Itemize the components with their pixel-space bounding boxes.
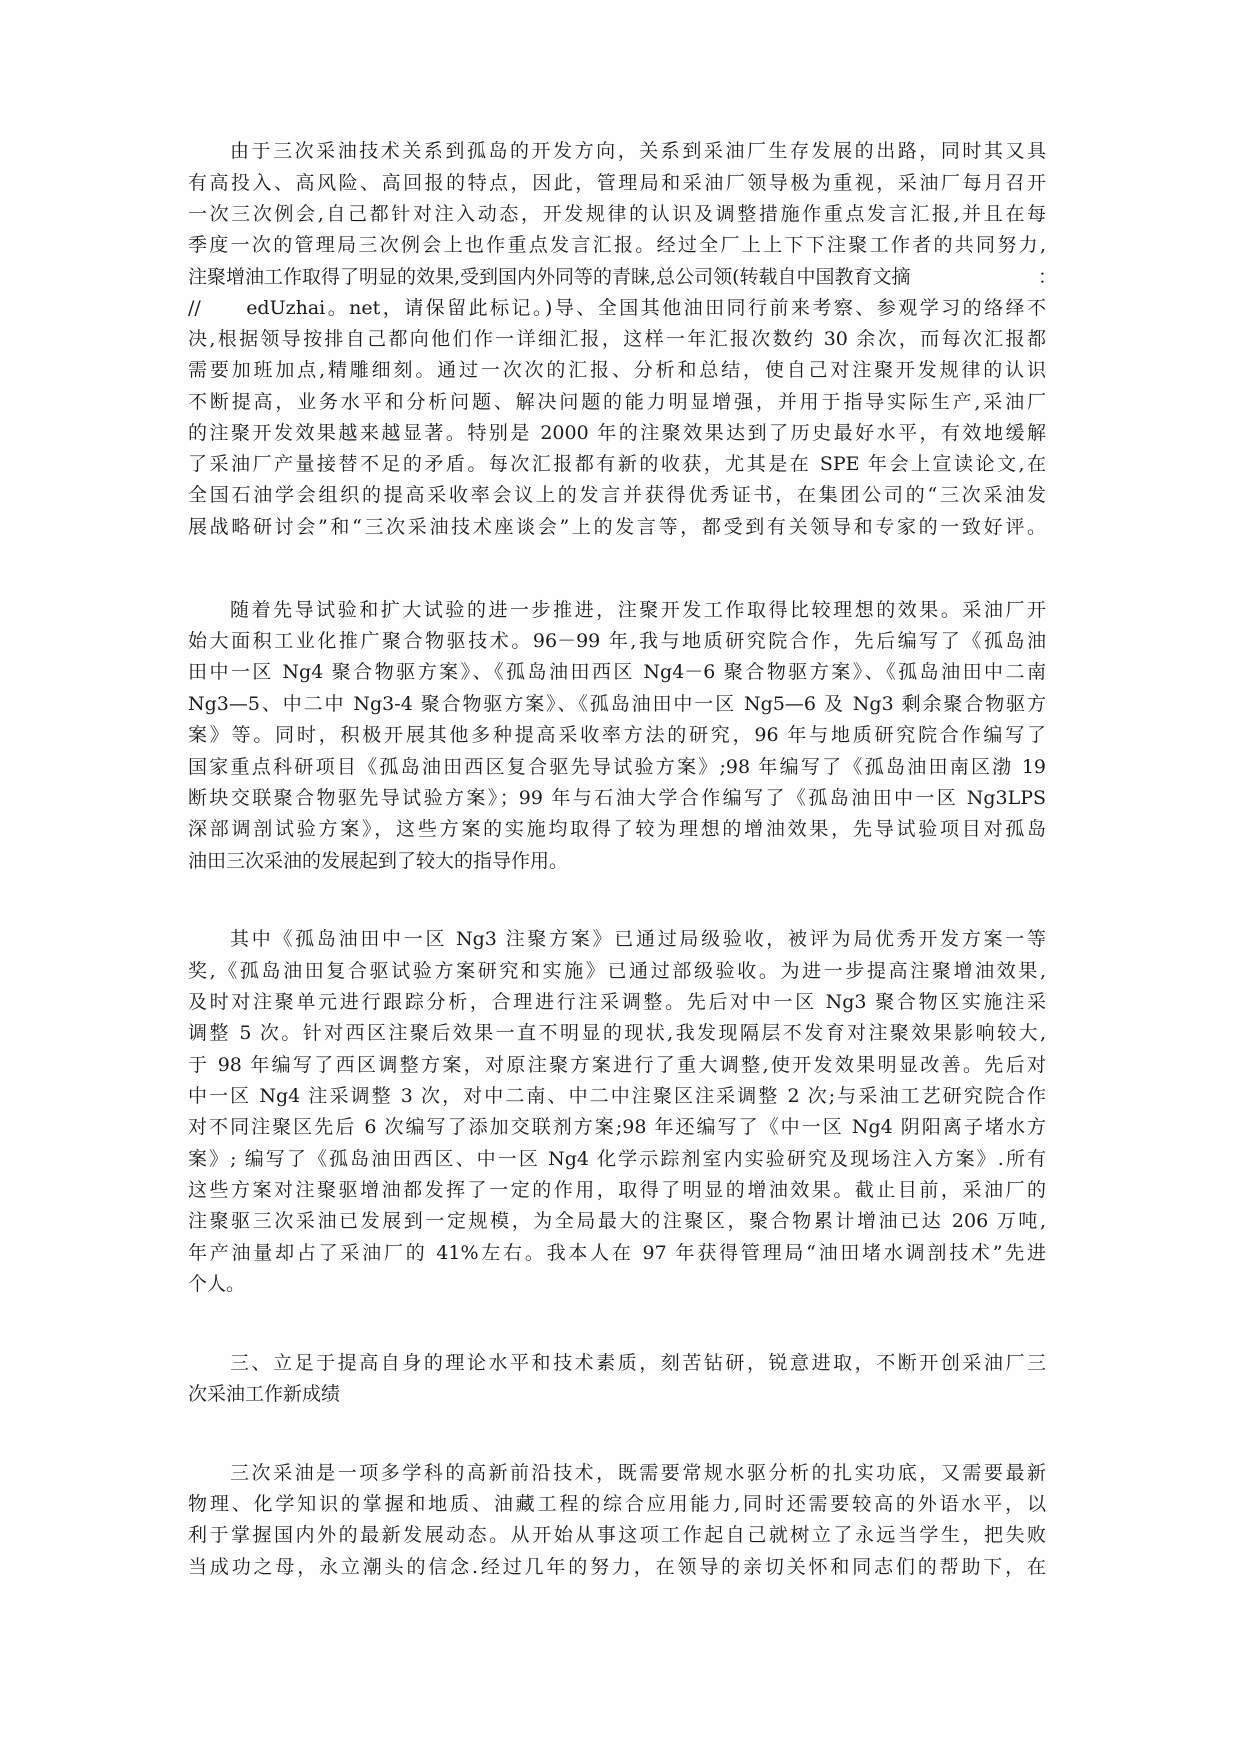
stray-mark: ： (1038, 266, 1058, 288)
text-line: 年产油量却占了采油厂的 41%左右。我本人在 97 年获得管理局“油田堵水调剖技术”先进 (188, 1242, 1046, 1264)
text-line: 季度一次的管理局三次例会上也作重点发言汇报。经过全厂上上下下注聚工作者的共同努力, (188, 234, 1046, 256)
text-line: 于 98 年编写了西区调整方案，对原注聚方案进行了重大调整,使开发效果明显改善。先后对 (188, 1054, 1046, 1076)
text-line: 需要加班加点,精雕细刻。通过一次次的汇报、分析和总结，使自己对注聚开发规律的认识 (188, 359, 1046, 381)
text-line: 决,根据领导按排自己都向他们作一详细汇报，这样一年汇报次数约 30 余次，而每次汇报都 (188, 328, 1046, 350)
text-line: 利于掌握国内外的最新发展动态。从开始从事这项工作起自己就树立了永远当学生，把失败 (188, 1524, 1046, 1546)
text-line: 油田三次采油的发展起到了较大的指导作用。 (188, 850, 569, 872)
text-line: 全国石油学会组织的提高采收率会议上的发言并获得优秀证书，在集团公司的“三次采油发 (188, 484, 1046, 506)
text-line: 展战略研讨会”和“三次采油技术座谈会”上的发言等，都受到有关领导和专家的一致好评。 (188, 516, 1046, 538)
text-line: 当成功之母，永立潮头的信念.经过几年的努力，在领导的亲切关怀和同志们的帮助下，在 (188, 1556, 1046, 1578)
text-line: 中一区 Ng4 注采调整 3 次，对中二南、中二中注聚区注采调整 2 次;与采油工艺研究院合作 (188, 1085, 1046, 1107)
heading-line: 三、立足于提高自身的理论水平和技术素质，刻苦钻研，锐意进取，不断开创采油厂三 (230, 1352, 1046, 1374)
text-line: 物理、化学知识的掌握和地质、油藏工程的综合应用能力,同时还需要较高的外语水平，以 (188, 1493, 1046, 1515)
text-line: 由于三次采油技术关系到孤岛的开发方向，关系到采油厂生存发展的出路，同时其又具 (230, 140, 1046, 162)
text-line: 有高投入、高风险、高回报的特点，因此，管理局和采油厂领导极为重视，采油厂每月召开 (188, 172, 1046, 194)
text-line: 对不同注聚区先后 6 次编写了添加交联剂方案;98 年还编写了《中一区 Ng4 阴阳离子堵水方 (188, 1116, 1046, 1138)
text-line: 田中一区 Ng4 聚合物驱方案》、《孤岛油田西区 Ng4－6 聚合物驱方案》、《孤岛油田中二南 (188, 661, 1046, 683)
text-line: 一次三次例会,自己都针对注入动态，开发规律的认识及调整措施作重点发言汇报,并且在每 (188, 203, 1046, 225)
text-line: 注聚驱三次采油已发展到一定规模，为全局最大的注聚区，聚合物累计增油已达 206 万吨, (188, 1210, 1046, 1232)
text-line: 了采油厂产量接替不足的矛盾。每次汇报都有新的收获，尤其是在 SPE 年会上宣读论文,在 (188, 453, 1046, 475)
text-line: 国家重点科研项目《孤岛油田西区复合驱先导试验方案》;98 年编写了《孤岛油田南区渤 19 (188, 756, 1046, 778)
text-line: // edUzhai。net，请保留此标记。)导、全国其他油田同行前来考察、参观学习的络绎不 (188, 297, 1046, 319)
text-line: 始大面积工业化推广聚合物驱技术。96－99 年,我与地质研究院合作，先后编写了《孤岛油 (188, 630, 1046, 652)
text-line: Ng3—5、中二中 Ng3-4 聚合物驱方案》、《孤岛油田中一区 Ng5—6 及 Ng3 剩余聚合物驱方 (188, 693, 1046, 715)
text-line: 案》等。同时，积极开展其他多种提高采收率方法的研究，96 年与地质研究院合作编写了 (188, 724, 1046, 746)
text-line: 这些方案对注聚驱增油都发挥了一定的作用，取得了明显的增油效果。截止目前，采油厂的 (188, 1179, 1046, 1201)
text-line: 的注聚开发效果越来越显著。特别是 2000 年的注聚效果达到了历史最好水平，有效地缓解 (188, 422, 1046, 444)
text-line: 深部调剖试验方案》，这些方案的实施均取得了较为理想的增油效果，先导试验项目对孤岛 (188, 818, 1046, 840)
text-line: 调整 5 次。针对西区注聚后效果一直不明显的现状,我发现隔层不发育对注聚效果影响较大, (188, 1022, 1046, 1044)
text-line: 案》; 编写了《孤岛油田西区、中一区 Ng4 化学示踪剂室内实验研究及现场注入方案》.所有 (188, 1148, 1046, 1170)
text-line: 个人。 (188, 1273, 246, 1295)
text-line: 及时对注聚单元进行跟踪分析，合理进行注采调整。先后对中一区 Ng3 聚合物区实施注采 (188, 991, 1046, 1013)
text-line: 随着先导试验和扩大试验的进一步推进，注聚开发工作取得比较理想的效果。采油厂开 (230, 599, 1046, 621)
heading-line: 次采油工作新成绩 (188, 1383, 341, 1405)
text-line: 其中《孤岛油田中一区 Ng3 注聚方案》已通过局级验收，被评为局优秀开发方案一等 (230, 928, 1046, 950)
text-line: 断块交联聚合物驱先导试验方案》；99 年与石油大学合作编写了《孤岛油田中一区 Ng3LPS (188, 787, 1046, 809)
text-line: 不断提高，业务水平和分析问题、解决问题的能力明显增强，并用于指导实际生产,采油厂 (188, 391, 1046, 413)
text-line: 三次采油是一项多学科的高新前沿技术，既需要常规水驱分析的扎实功底，又需要最新 (230, 1462, 1046, 1484)
text-line: 奖,《孤岛油田复合驱试验方案研究和实施》已通过部级验收。为进一步提高注聚增油效果, (188, 960, 1046, 982)
text-line: 注聚增油工作取得了明显的效果,受到国内外同等的青睐,总公司领(转载自中国教育文摘 (188, 266, 911, 288)
